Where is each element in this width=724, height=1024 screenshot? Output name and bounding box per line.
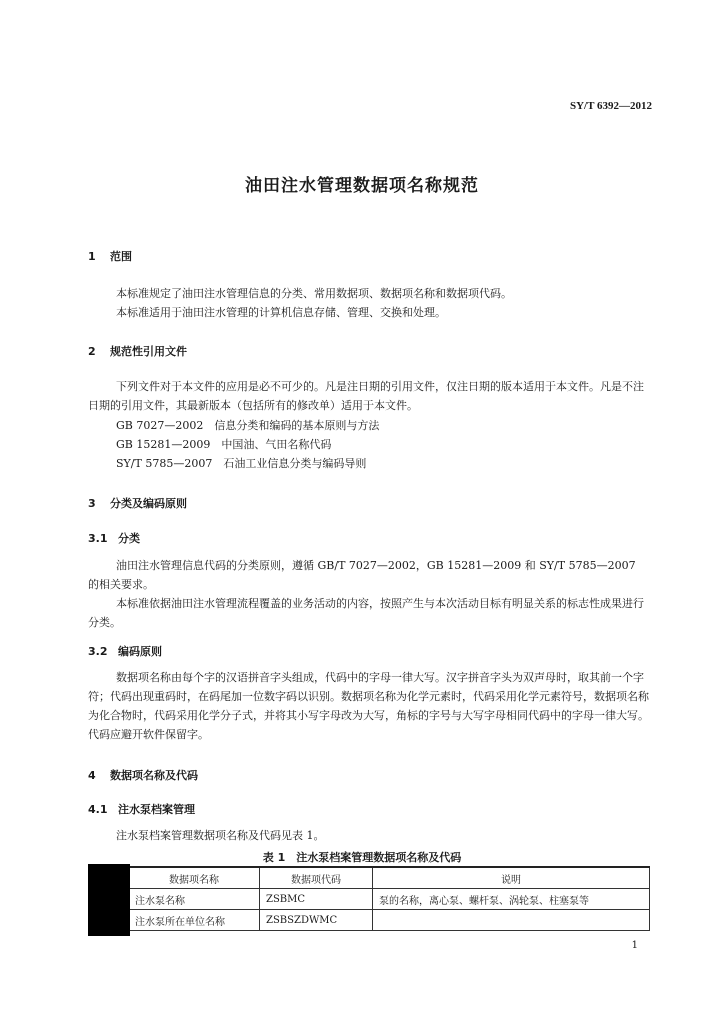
paragraph: 下列文件对于本文件的应用是必不可少的。凡是注日期的引用文件，仅注日期的版本适用于本文件。凡是不注日期的引用文件，其最新版本（包括所有的修改单）适用于本文件。	[88, 380, 644, 412]
page-number: 1	[631, 940, 638, 951]
section-title: 注水泵档案管理	[118, 803, 195, 816]
section-1-heading	[88, 248, 132, 264]
section-title: 分类及编码原则	[110, 497, 187, 510]
table-cell: ZSBMC	[260, 889, 373, 910]
reference-item: GB 7027—2002 信息分类和编码的基本原则与方法	[116, 419, 380, 432]
section-number: 3	[88, 497, 96, 510]
subsection-4-1-heading	[88, 801, 195, 817]
section-number: 4	[88, 769, 96, 782]
column-header: 说明	[373, 867, 650, 889]
data-item-table	[128, 866, 650, 931]
redaction-block	[88, 864, 130, 936]
section-3-heading	[88, 495, 187, 511]
document-title: 油田注水管理数据项名称规范	[245, 176, 479, 196]
section-number: 3.2	[88, 645, 108, 658]
table-cell: 泵的名称，离心泵、螺杆泵、涡轮泵、柱塞泵等	[373, 889, 650, 910]
section-number: 4.1	[88, 803, 108, 816]
table-header-row	[129, 867, 650, 889]
table-cell: 注水泵名称	[129, 889, 260, 910]
paragraph: 油田注水管理信息代码的分类原则，遵循 GB/T 7027—2002，GB 15281—2009 和 SY/T 5785—2007 的相关要求。	[88, 559, 636, 591]
section-4-heading	[88, 767, 198, 783]
table-row	[129, 889, 650, 910]
reference-item: SY/T 5785—2007 石油工业信息分类与编码导则	[116, 457, 367, 470]
table-cell: ZSBSZDWMC	[260, 910, 373, 931]
section-title: 分类	[118, 532, 140, 545]
section-title: 规范性引用文件	[110, 345, 187, 358]
paragraph: 本标准依据油田注水管理流程覆盖的业务活动的内容，按照产生与本次活动目标有明显关系的标志性成果进行分类。	[88, 597, 644, 629]
table-caption: 表 1 注水泵档案管理数据项名称及代码	[262, 851, 462, 864]
column-header: 数据项代码	[260, 867, 373, 889]
subsection-3-2-heading	[88, 643, 162, 659]
table-cell: 注水泵所在单位名称	[129, 910, 260, 931]
paragraph: 数据项名称由每个字的汉语拼音字头组成，代码中的字母一律大写。汉字拼音字头为双声母时，取其前一个字符；代码出现重码时，在码尾加一位数字码以识别。数据项名称为化学元素时，代码采用化学元素符号，数据项名称为化合物时，代码采用化学分子式，并将其小写字母改为大写，角标的字号与大写字母相同代码中的字母一律大写。代码应避开软件保留字。	[88, 671, 649, 741]
subsection-3-1-heading	[88, 530, 140, 546]
section-2-heading	[88, 343, 187, 359]
column-header: 数据项名称	[129, 867, 260, 889]
section-number: 3.1	[88, 532, 108, 545]
section-title: 范围	[110, 250, 132, 263]
section-number: 1	[88, 250, 96, 263]
paragraph: 注水泵档案管理数据项名称及代码见表 1。	[116, 829, 325, 842]
paragraph: 本标准适用于油田注水管理的计算机信息存储、管理、交换和处理。	[116, 306, 446, 319]
section-number: 2	[88, 345, 96, 358]
reference-item: GB 15281—2009 中国油、气田名称代码	[116, 438, 332, 451]
section-title: 数据项名称及代码	[110, 769, 198, 782]
standard-code: SY/T 6392—2012	[569, 100, 652, 112]
paragraph: 本标准规定了油田注水管理信息的分类、常用数据项、数据项名称和数据项代码。	[116, 287, 512, 300]
table-row	[129, 910, 650, 931]
table-cell	[373, 910, 650, 931]
section-title: 编码原则	[118, 645, 162, 658]
